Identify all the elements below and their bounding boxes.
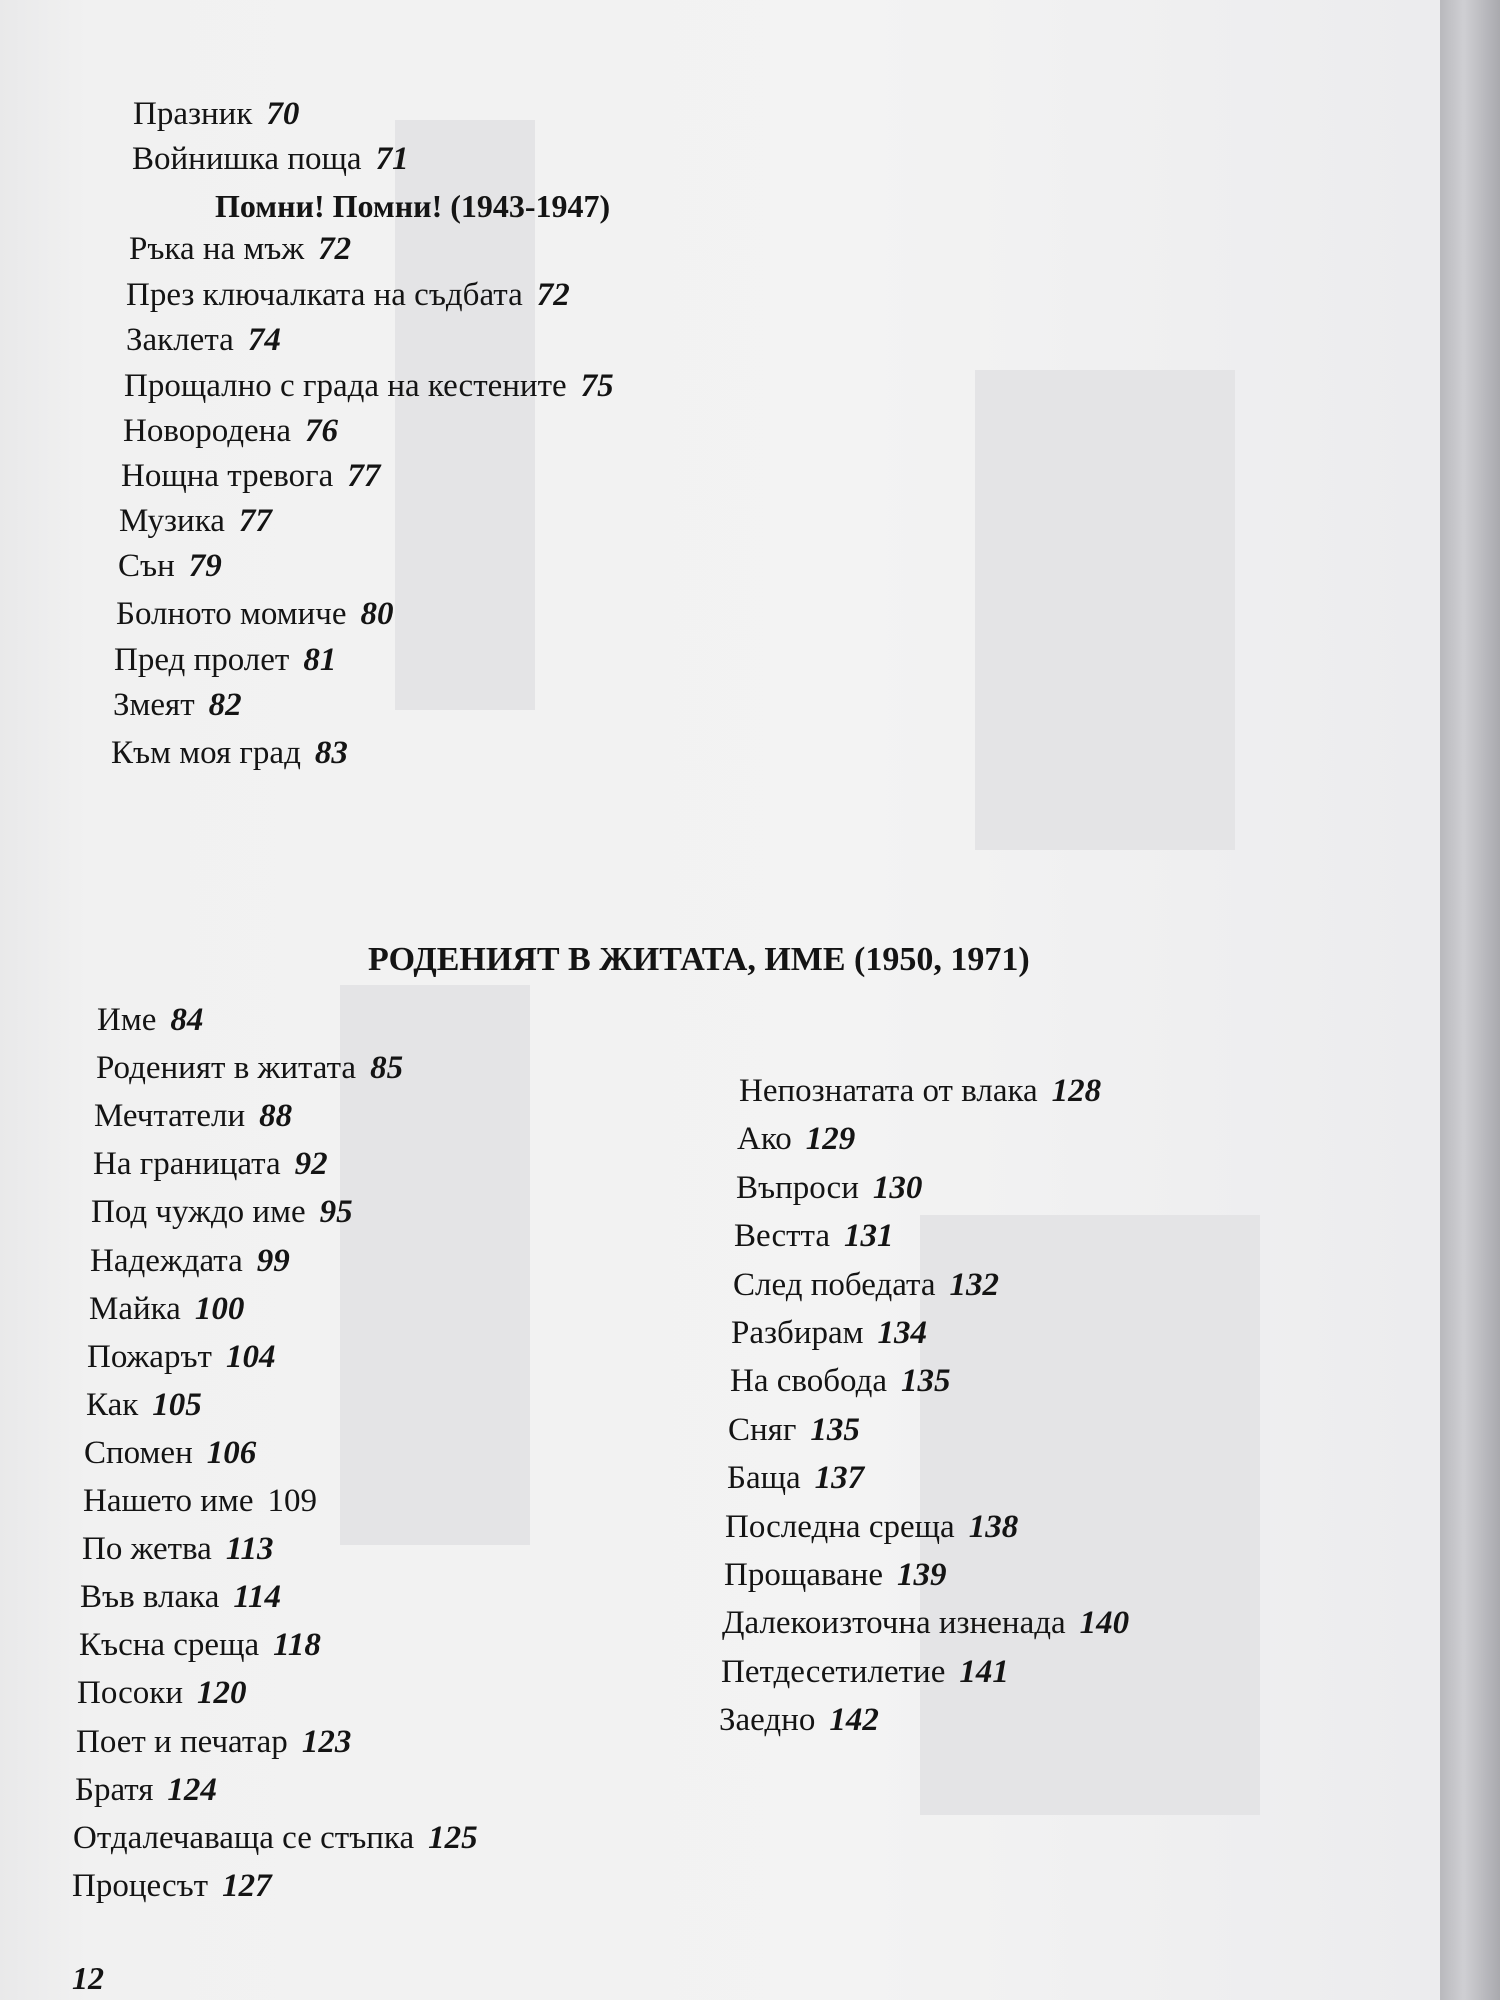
- toc-entry: [124, 366, 614, 406]
- toc-entry-page: 95: [319, 1194, 353, 1230]
- toc-entry-title: Посоки: [77, 1675, 183, 1711]
- page-number: 12: [72, 1960, 104, 1996]
- toc-entry-page: 127: [222, 1868, 272, 1904]
- toc-entry-title: Новородена: [123, 413, 291, 449]
- toc-entry-title: Под чуждо име: [91, 1194, 306, 1230]
- toc-entry: [75, 1770, 217, 1810]
- toc-entry-title: Баща: [727, 1460, 801, 1496]
- toc-entry: [126, 275, 570, 315]
- toc-entry-page: 140: [1079, 1605, 1130, 1641]
- toc-entry-title: Ръка на мъж: [129, 231, 305, 267]
- toc-entry-title: Отдалечаваща се стъпка: [73, 1820, 415, 1856]
- toc-entry-title: Въпроси: [736, 1170, 859, 1206]
- toc-entry-page: 106: [206, 1435, 257, 1471]
- toc-entry: [728, 1410, 860, 1450]
- toc-entry: [734, 1216, 894, 1256]
- toc-entry-page: 92: [294, 1146, 328, 1182]
- subsection-heading: Помни! Помни! (1943-1947): [215, 188, 611, 224]
- toc-entry-page: 141: [959, 1654, 1009, 1690]
- toc-entry-page: 85: [370, 1050, 404, 1086]
- toc-entry-page: 72: [318, 231, 352, 267]
- toc-entry: [73, 1818, 478, 1858]
- toc-entry: [116, 594, 393, 634]
- toc-entry: [719, 1700, 879, 1740]
- toc-entry: [733, 1265, 999, 1305]
- toc-entry: [721, 1652, 1009, 1692]
- toc-entry-title: Болното момиче: [116, 596, 347, 632]
- toc-entry: [132, 139, 409, 179]
- toc-entry: [80, 1577, 281, 1617]
- toc-entry: [94, 1096, 292, 1136]
- toc-entry-title: Нашето име: [83, 1483, 254, 1519]
- toc-entry-title: Вестта: [734, 1218, 831, 1254]
- toc-entry-page: 132: [949, 1267, 1000, 1303]
- toc-entry-title: Пред пролет: [114, 642, 290, 678]
- toc-entry-page: 84: [170, 1002, 204, 1038]
- toc-entry-page: 105: [152, 1387, 202, 1423]
- toc-entry-page: 76: [304, 413, 338, 449]
- toc-entry-title: Братя: [75, 1772, 154, 1808]
- toc-entry: [90, 1241, 290, 1281]
- toc-entry: [77, 1673, 247, 1713]
- toc-entry: [96, 1048, 403, 1088]
- toc-entry-page: 138: [968, 1509, 1019, 1545]
- toc-entry-page: 129: [805, 1121, 856, 1157]
- toc-entry-title: Как: [86, 1387, 139, 1423]
- toc-entry-page: 124: [167, 1772, 217, 1808]
- toc-entry-page: 135: [901, 1363, 951, 1399]
- toc-entry-title: Прощаване: [724, 1557, 883, 1593]
- toc-entry-page: 113: [225, 1531, 274, 1567]
- toc-entry-page: 125: [428, 1820, 478, 1856]
- toc-entry: [730, 1361, 951, 1401]
- toc-entry-title: Към моя град: [111, 735, 301, 771]
- toc-entry-page: 88: [259, 1098, 293, 1134]
- toc-entry-page: 120: [197, 1675, 247, 1711]
- toc-entry-page: 114: [233, 1579, 282, 1615]
- toc-entry-title: Поет и печатар: [76, 1724, 288, 1760]
- toc-entry-page: 71: [375, 141, 409, 177]
- toc-entry-page: 109: [267, 1483, 317, 1519]
- toc-entry-title: На свобода: [730, 1363, 888, 1399]
- toc-entry-page: 81: [303, 642, 337, 678]
- toc-entry: [86, 1385, 202, 1425]
- toc-entry-title: Прощално с града на кестените: [124, 368, 567, 404]
- section-title: РОДЕНИЯТ В ЖИТАТА, ИМЕ (1950, 1971): [368, 941, 1030, 978]
- toc-entry-title: Непознатата от влака: [739, 1073, 1038, 1109]
- toc-entry: [736, 1168, 922, 1208]
- toc-entry-title: Мечтатели: [94, 1098, 246, 1134]
- toc-entry-page: 128: [1051, 1073, 1102, 1109]
- toc-entry: [129, 229, 351, 269]
- toc-entry-title: Процесът: [72, 1868, 209, 1904]
- toc-entry: [114, 640, 336, 680]
- toc-entry: [739, 1071, 1101, 1111]
- toc-entry: [89, 1289, 244, 1329]
- toc-entry: [722, 1603, 1129, 1643]
- toc-entry: [82, 1529, 274, 1569]
- toc-entry-page: 100: [194, 1291, 245, 1327]
- toc-entry: [93, 1144, 328, 1184]
- toc-entry-page: 99: [256, 1243, 290, 1279]
- toc-entry-title: Последна среща: [725, 1509, 955, 1545]
- toc-entry-page: 82: [208, 687, 242, 723]
- toc-entry: [72, 1866, 272, 1906]
- toc-entry-page: 80: [360, 596, 394, 632]
- toc-entry-title: Късна среща: [79, 1627, 260, 1663]
- toc-entry-page: 134: [877, 1315, 928, 1351]
- toc-entry-title: Заедно: [719, 1702, 816, 1738]
- toc-entry: [97, 1000, 203, 1040]
- toc-entry: [737, 1119, 855, 1159]
- toc-entry: [87, 1337, 275, 1377]
- toc-entry-page: 118: [273, 1627, 321, 1663]
- toc-entry-page: 123: [301, 1724, 352, 1760]
- toc-entry-page: 130: [872, 1170, 923, 1206]
- toc-entry-title: Спомен: [84, 1435, 193, 1471]
- toc-entry: [118, 546, 222, 586]
- toc-entry: [126, 320, 281, 360]
- toc-entry-page: 137: [814, 1460, 865, 1496]
- toc-entry-page: 72: [536, 277, 570, 313]
- toc-entry-title: Роденият в житата: [96, 1050, 357, 1086]
- toc-entry-title: Ако: [737, 1121, 792, 1157]
- toc-entry: [123, 411, 338, 451]
- toc-entry: [731, 1313, 927, 1353]
- toc-entry: [724, 1555, 947, 1595]
- toc-entry: [76, 1722, 351, 1762]
- toc-entry-title: Пожарът: [87, 1339, 212, 1375]
- toc-entry: [121, 456, 380, 496]
- toc-entry-page: 142: [829, 1702, 879, 1738]
- toc-entry: [727, 1458, 864, 1498]
- toc-entry-title: Майка: [89, 1291, 181, 1327]
- toc-entry: [83, 1481, 317, 1521]
- toc-entry: [84, 1433, 256, 1473]
- toc-entry-page: 79: [188, 548, 222, 584]
- toc-entry-title: Надеждата: [90, 1243, 243, 1279]
- toc-entry: [79, 1625, 321, 1665]
- toc-entry-page: 77: [238, 503, 272, 539]
- toc-entry-title: Сняг: [728, 1412, 797, 1448]
- toc-entry: [113, 685, 242, 725]
- toc-entry-title: Петдесетилетие: [721, 1654, 946, 1690]
- toc-entry-page: 135: [810, 1412, 860, 1448]
- toc-entry-title: Музика: [119, 503, 225, 539]
- toc-entry-title: Име: [97, 1002, 157, 1038]
- toc-entry-page: 83: [314, 735, 348, 771]
- toc-entry: [111, 733, 348, 773]
- toc-entry-title: По жетва: [82, 1531, 212, 1567]
- toc-entry: [91, 1192, 353, 1232]
- toc-entry-page: 139: [897, 1557, 947, 1593]
- toc-entry-title: Далекоизточна изненада: [722, 1605, 1066, 1641]
- toc-entry-page: 70: [266, 96, 300, 132]
- toc-entry-page: 77: [347, 458, 381, 494]
- toc-entry-title: През ключалката на съдбата: [126, 277, 523, 313]
- toc-entry-title: Змеят: [113, 687, 195, 723]
- toc-entry: [119, 501, 272, 541]
- toc-entry-title: Сън: [118, 548, 175, 584]
- toc-entry: [133, 94, 299, 134]
- toc-entry-page: 75: [580, 368, 614, 404]
- toc-entry-page: 74: [247, 322, 281, 358]
- toc-entry-title: На границата: [93, 1146, 281, 1182]
- toc-entry-page: 131: [844, 1218, 894, 1254]
- toc-entry-title: Разбирам: [731, 1315, 864, 1351]
- toc-entry-title: Във влака: [80, 1579, 220, 1615]
- toc-entry-title: Нощна тревога: [121, 458, 334, 494]
- toc-entry: [725, 1507, 1018, 1547]
- toc-entry-title: Празник: [133, 96, 253, 132]
- page-stack-edge: [1440, 0, 1500, 2000]
- toc-entry-title: Заклета: [126, 322, 234, 358]
- toc-entry-title: След победата: [733, 1267, 936, 1303]
- toc-entry-title: Войнишка поща: [132, 141, 362, 177]
- toc-entry-page: 104: [225, 1339, 276, 1375]
